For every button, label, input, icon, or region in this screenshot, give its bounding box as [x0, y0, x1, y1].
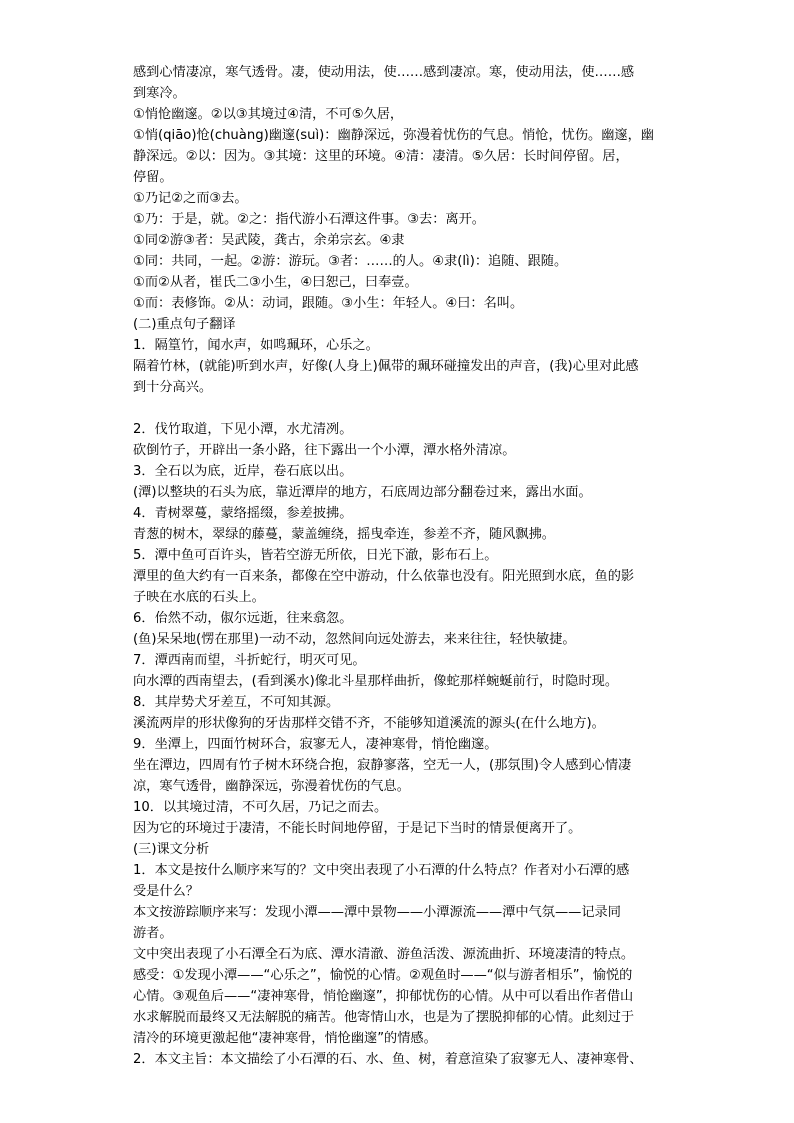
text-line: 2．本文主旨：本文描绘了小石潭的石、水、鱼、树，着意渲染了寂寥无人、凄神寒骨、: [133, 1052, 643, 1067]
text-line: 1．本文是按什么顺序来写的？文中突出表现了小石潭的什么特点？作者对小石潭的感: [133, 863, 630, 878]
text-line: 溪流两岸的形状像狗的牙齿那样交错不齐，不能够知道溪流的源头(在什么地方)。: [133, 716, 605, 731]
text-line: 因为它的环境过于凄清，不能长时间地停留，于是记下当时的情景便离开了。: [133, 821, 582, 836]
text-line: ①乃：于是，就。②之：指代游小石潭这件事。③去：离开。: [133, 212, 485, 227]
text-line: 感到心情凄凉，寒气透骨。凄，使动用法，使……感到凄凉。寒，使动用法，使……感: [133, 65, 635, 80]
text-line: 向水潭的西南望去，(看到溪水)像北斗星那样曲折，像蛇那样蜿蜒前行，时隐时现。: [133, 674, 619, 689]
text-line: 子映在水底的石头上。: [133, 590, 265, 605]
text-line: 水求解脱而最终又无法解脱的痛苦。他寄情山水，也是为了摆脱抑郁的心情。此刻过于: [133, 1010, 635, 1025]
text-line: 3．全石以为底，近岸，卷石底以出。: [133, 464, 353, 479]
text-line: 游者。: [133, 926, 173, 941]
text-line: 感受：①发现小潭——“心乐之”，愉悦的心情。②观鱼时——“似与游者相乐”，愉悦的: [133, 968, 633, 983]
blank-line: [133, 398, 673, 419]
text-line: ①同②游③者：吴武陵，龚古，余弟宗玄。④隶: [133, 233, 405, 248]
text-line: 7．潭西南而望，斗折蛇行，明灭可见。: [133, 653, 366, 668]
text-line: ①乃记②之而③去。: [133, 191, 248, 206]
text-line: 8．其岸势犬牙差互，不可知其源。: [133, 695, 340, 710]
text-line: ①而：表修饰。②从：动词，跟随。③小生：年轻人。④曰：名叫。: [133, 296, 524, 311]
section-heading: (三)课文分析: [133, 842, 210, 857]
text-line: 到十分高兴。: [133, 380, 213, 395]
text-line: 清冷的环境更激起他“凄神寒骨，悄怆幽邃”的情感。: [133, 1031, 437, 1046]
text-line: 停留。: [133, 170, 173, 185]
text-line: 静深远。②以：因为。③其境：这里的环境。④清：凄清。⑤久居：长时间停留。居，: [133, 149, 629, 164]
text-line: 6．佁然不动，俶尔远逝，往来翕忽。: [133, 611, 353, 626]
text-line: 本文按游踪顺序来写：发现小潭——潭中景物——小潭源流——潭中气氛——记录同: [133, 905, 621, 920]
text-line: 青葱的树木，翠绿的藤蔓，蒙盖缠绕，摇曳牵连，参差不齐，随风飘拂。: [133, 527, 555, 542]
text-line: 坐在潭边，四周有竹子树木环绕合抱，寂静寥落，空无一人，(那氛围)令人感到心情凄: [133, 758, 632, 773]
text-line: 心情。③观鱼后——“凄神寒骨，悄怆幽邃”，抑郁忧伤的心情。从中可以看出作者借山: [133, 989, 634, 1004]
text-line: 1．隔篁竹，闻水声，如鸣珮环，心乐之。: [133, 338, 379, 353]
text-line: 9．坐潭上，四面竹树环合，寂寥无人，凄神寒骨，悄怆幽邃。: [133, 737, 498, 752]
text-line: 4．青树翠蔓，蒙络摇缀，参差披拂。: [133, 506, 353, 521]
text-line: 受是什么？: [133, 884, 199, 899]
text-line: 10．以其境过清，不可久居，乃记之而去。: [133, 800, 388, 815]
text-line: 凉，寒气透骨，幽静深远，弥漫着忧伤的气息。: [133, 779, 410, 794]
text-line: (潭)以整块的石头为底，靠近潭岸的地方，石底周边部分翻卷过来，露出水面。: [133, 485, 592, 500]
text-line: 5．潭中鱼可百许头，皆若空游无所依，日光下澈，影布石上。: [133, 548, 498, 563]
text-line: 砍倒竹子，开辟出一条小路，往下露出一个小潭，潭水格外清凉。: [133, 443, 516, 458]
text-line: (鱼)呆呆地(愣在那里)一动不动，忽然间向远处游去，来来往往，轻快敏捷。: [133, 632, 576, 647]
text-line: 2．伐竹取道，下见小潭，水尤清冽。: [133, 422, 353, 437]
document-page: [133, 62, 673, 1070]
text-line: ①同：共同，一起。②游：游玩。③者：……的人。④隶(lì)：追随、跟随。: [133, 254, 568, 269]
text-line: ①悄(qiāo)怆(chuàng)幽邃(suì)：幽静深远，弥漫着忧伤的气息。悄怆，忧伤。幽邃，幽: [133, 128, 654, 143]
text-line: 到寒冷。: [133, 86, 186, 101]
text-line: 隔着竹林，(就能)听到水声，好像(人身上)佩带的珮环碰撞发出的声音，(我)心里对此感: [133, 359, 639, 374]
text-line: 潭里的鱼大约有一百来条，都像在空中游动，什么依靠也没有。阳光照到水底，鱼的影: [133, 569, 635, 584]
text-line: 文中突出表现了小石潭全石为底、潭水清澈、游鱼活泼、源流曲折、环境凄清的特点。: [133, 947, 635, 962]
text-line: ①而②从者，崔氏二③小生，④曰恕己，曰奉壹。: [133, 275, 418, 290]
section-heading: (二)重点句子翻译: [133, 317, 236, 332]
text-line: ①悄怆幽邃。②以③其境过④清，不可⑤久居，: [133, 107, 404, 122]
